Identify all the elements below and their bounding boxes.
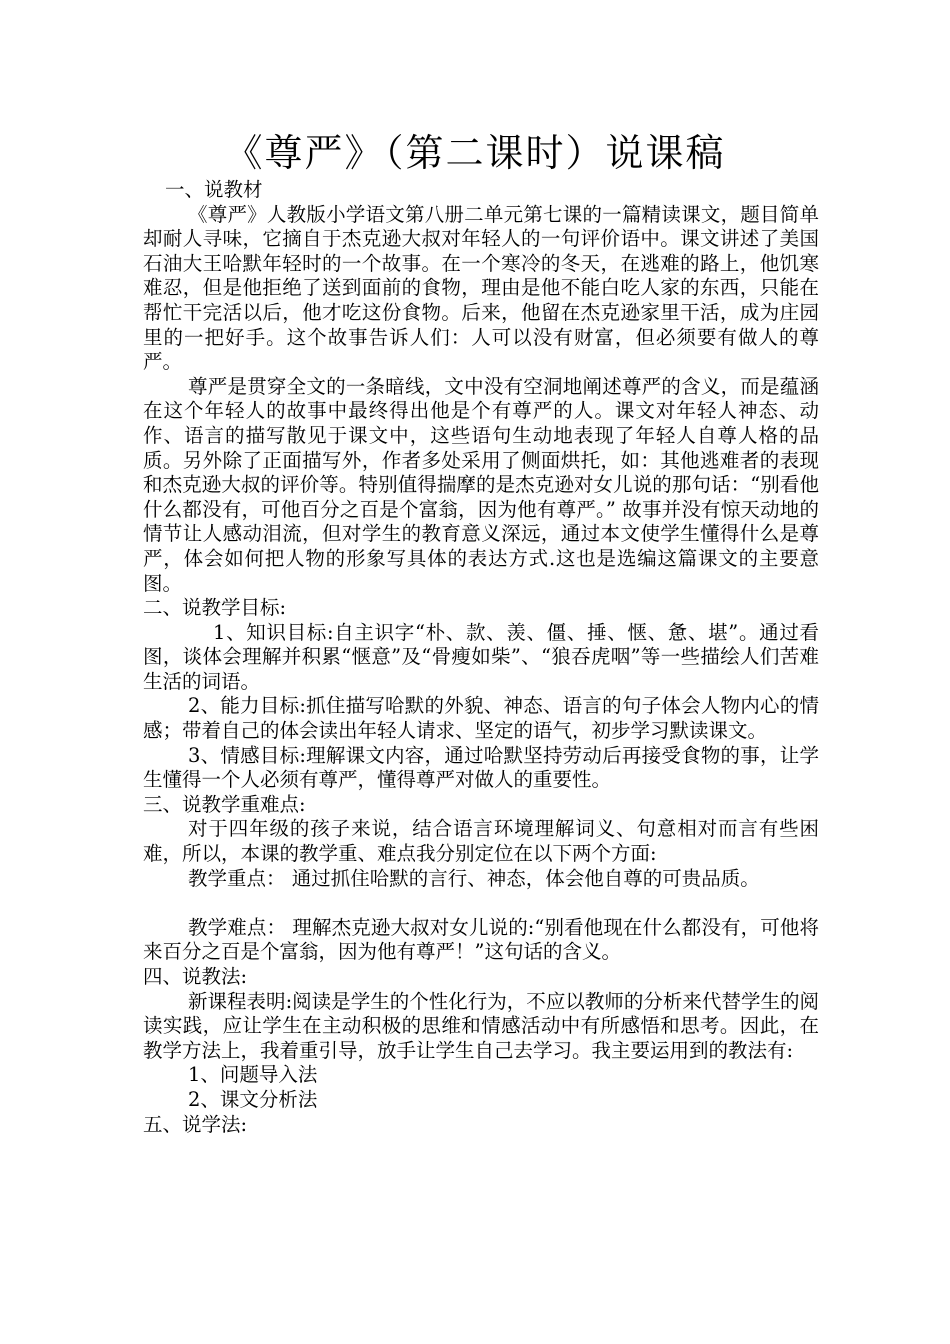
section-1-paragraph-1: 《尊严》人教版小学语文第八册二单元第七课的一篇精读课文，题目简单却耐人寻味，它摘自于杰克逊大叔对年轻人的一句评价语中。课文讲述了美国石油大王哈默年轻时的一个故事。在一个寒冷的冬天，在逃难的路上，他饥寒难忍，但是他拒绝了送到面前的食物，理由是他不能白吃人家的东西，只能在帮忙干完活以后，他才吃这份食物。后来，他留在杰克逊家里干活，成为庄园里的一把好手。这个故事告诉人们：人可以没有财富，但必须要有做人的尊严。 xyxy=(143,202,819,374)
section-2-heading: 二、说教学目标: xyxy=(143,596,287,620)
blank-line xyxy=(143,891,819,916)
section-3-paragraph: 对于四年级的孩子来说，结合语言环境理解词义、句意相对而言有些困难，所以，本课的教学重、难点我分别定位在以下两个方面: xyxy=(143,817,819,866)
section-4-paragraph: 新课程表明:阅读是学生的个性化行为，不应以教师的分析来代替学生的阅读实践，应让学生在主动积极的思维和情感活动中有所感悟和思考。因此，在教学方法上，我着重引导，放手让学生自己去学习。我主要运用到的教法有: xyxy=(143,989,819,1062)
teaching-difficulty: 教学难点： 理解杰克逊大叔对女儿说的:“别看他现在什么都没有，可他将来百分之百是个富翁，因为他有尊严！”这句话的含义。 xyxy=(143,915,819,964)
method-item-1: 1、问题导入法 xyxy=(188,1063,318,1087)
goal-ability: 2、能力目标:抓住描写哈默的外貌、神态、语言的句子体会人物内心的情感；带着自己的体会读出年轻人请求、坚定的语气，初步学习默读课文。 xyxy=(143,694,819,743)
method-item-2: 2、课文分析法 xyxy=(188,1087,318,1111)
teaching-key-point: 教学重点： 通过抓住哈默的言行、神态，体会他自尊的可贵品质。 xyxy=(188,866,760,890)
document-body xyxy=(143,178,819,1137)
section-3-heading: 三、说教学重难点: xyxy=(143,792,306,816)
section-5-heading: 五、说学法: xyxy=(143,1112,248,1136)
section-4-heading: 四、说教法: xyxy=(143,965,248,988)
section-1-heading: 一、说教材 xyxy=(165,178,263,201)
goal-emotion: 3、情感目标:理解课文内容，通过哈默坚持劳动后再接受食物的事，让学生懂得一个人必须有尊严，懂得尊严对做人的重要性。 xyxy=(143,743,819,792)
goal-knowledge: 1、知识目标:自主识字“朴、款、羡、僵、捶、惬、惫、堪”。通过看图，谈体会理解并积累“惬意”及“骨瘦如柴”、“狼吞虎咽”等一些描绘人们苦难生活的词语。 xyxy=(143,620,819,693)
page-title: 《尊严》（第二课时）说课稿 xyxy=(224,131,726,175)
section-1-paragraph-2: 尊严是贯穿全文的一条暗线，文中没有空洞地阐述尊严的含义，而是蕴涵在这个年轻人的故事中最终得出他是个有尊严的人。课文对年轻人神态、动作、语言的描写散见于课文中，这些语句生动地表现了年轻人自尊人格的品质。另外除了正面描写外，作者多处采用了侧面烘托，如：其他逃难者的表现和杰克逊大叔的评价等。特别值得揣摩的是杰克逊对女儿说的那句话：“别看他什么都没有，可他百分之百是个富翁，因为他有尊严。” 故事并没有惊天动地的情节让人感动泪流，但对学生的教育意义深远，通过本文使学生懂得什么是尊严，体会如何把人物的形象写具体的表达方式.这也是选编这篇课文的主要意图。 xyxy=(143,374,819,595)
